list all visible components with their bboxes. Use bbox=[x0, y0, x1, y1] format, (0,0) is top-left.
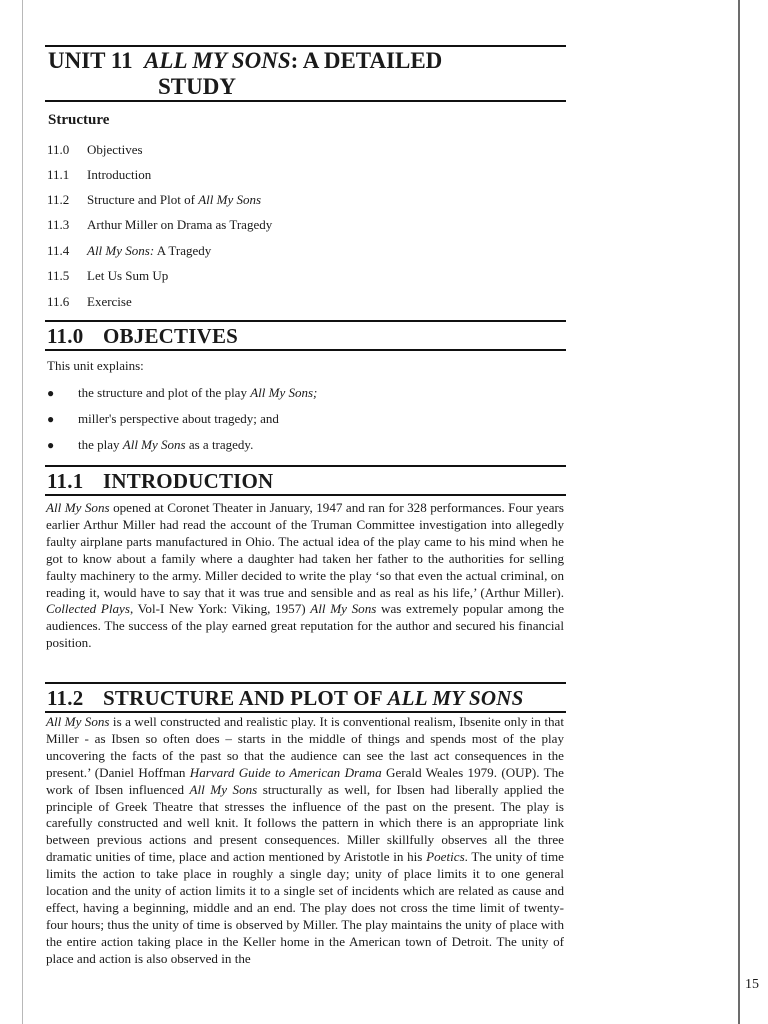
bullet-icon: ● bbox=[47, 386, 55, 400]
structure-plot-paragraph: All My Sons is a well constructed and realistic play. It is conventional realism, Ibsenite only in that Miller - as Ibsen so often does – starts in the middle of things and spends most of the play uncovering the facts of the past so that the audience can see the last act consequences in the present.’ (Daniel Hoffman Harvard Guide to American Drama Gerald Weales 1979. (OUP). The work of Ibsen influenced All My Sons structurally as well, for Ibsen had liberally applied the principle of Greek Theatre that stresses the influence of the past on the present. The play is carefully constructed and well knit. It follows the pattern in which there is an appropriate link between previous actions and present consequences. Miller skillfully observes all the three dramatic unities of time, place and action mentioned by Aristotle in his Poetics. The unity of time limits the action to take place in roughly a single day; unity of place limits it to one general location and the unity of action limits it to a single set of incidents which are related as cause and effect, having a beginning, middle and an end. The play does not cross the time limit of twenty-four hours; thus the unity of time is observed by Miller. The play maintains the unity of place with the entire action taking place in the Keller home in the American town of Detroit. The unity of place and action is also observed in the bbox=[46, 714, 564, 966]
top-rule bbox=[45, 45, 566, 47]
bullet-icon: ● bbox=[47, 438, 55, 452]
toc-item: 11.4 All My Sons: A Tragedy bbox=[47, 243, 212, 258]
toc-item: 11.2 Structure and Plot of All My Sons bbox=[47, 192, 262, 207]
objective-bullet: ● the play All My Sons as a tragedy. bbox=[47, 437, 254, 452]
objective-bullet: ● the structure and plot of the play All My Sons; bbox=[47, 385, 318, 400]
section-rule-bottom bbox=[45, 711, 566, 713]
page-number: 15 bbox=[745, 977, 759, 992]
toc-item: 11.5 Let Us Sum Up bbox=[47, 268, 169, 283]
bullet-icon: ● bbox=[47, 412, 55, 426]
unit-title: UNIT 11 ALL MY SONS: A DETAILED STUDY bbox=[48, 48, 443, 99]
toc-item: 11.3 Arthur Miller on Drama as Tragedy bbox=[47, 217, 273, 232]
objectives-lead: This unit explains: bbox=[47, 358, 144, 373]
page-fold-left bbox=[22, 0, 23, 1024]
page-fold-right bbox=[738, 0, 740, 1024]
section-rule-top bbox=[45, 682, 566, 684]
section-heading-structure-plot: 11.2 STRUCTURE AND PLOT OF ALL MY SONS bbox=[47, 686, 524, 710]
toc-item: 11.0 Objectives bbox=[47, 142, 143, 157]
toc-item: 11.6 Exercise bbox=[47, 294, 132, 309]
section-heading-introduction: 11.1 INTRODUCTION bbox=[47, 469, 274, 493]
objective-bullet: ● miller's perspective about tragedy; and bbox=[47, 411, 279, 426]
section-rule-top bbox=[45, 320, 566, 322]
section-rule-top bbox=[45, 465, 566, 467]
section-rule-bottom bbox=[45, 349, 566, 351]
section-rule-bottom bbox=[45, 494, 566, 496]
unit-title-rule bbox=[45, 100, 566, 102]
section-heading-objectives: 11.0 OBJECTIVES bbox=[47, 324, 239, 348]
toc-item: 11.1 Introduction bbox=[47, 167, 152, 182]
structure-heading: Structure bbox=[48, 112, 110, 128]
introduction-paragraph: All My Sons opened at Coronet Theater in January, 1947 and ran for 328 performances. Four years earlier Arthur Miller had read the account of the Truman Committee investigation into allegedly faulty airplane parts manufactured in Ohio. The actual idea of the play came to his mind when he got to know about a family where a daughter had taken her father to the authorities for selling faulty machinery to the army. Miller decided to write the play ‘so that even the actual criminal, on reading it, would have to say that it was true and sensible and as real as his life,’ (Arthur Miller). Collected Plays, Vol-I New York: Viking, 1957) All My Sons was extremely popular among the audiences. The success of the play earned great reputation for the author and secured his financial position. bbox=[46, 500, 565, 651]
